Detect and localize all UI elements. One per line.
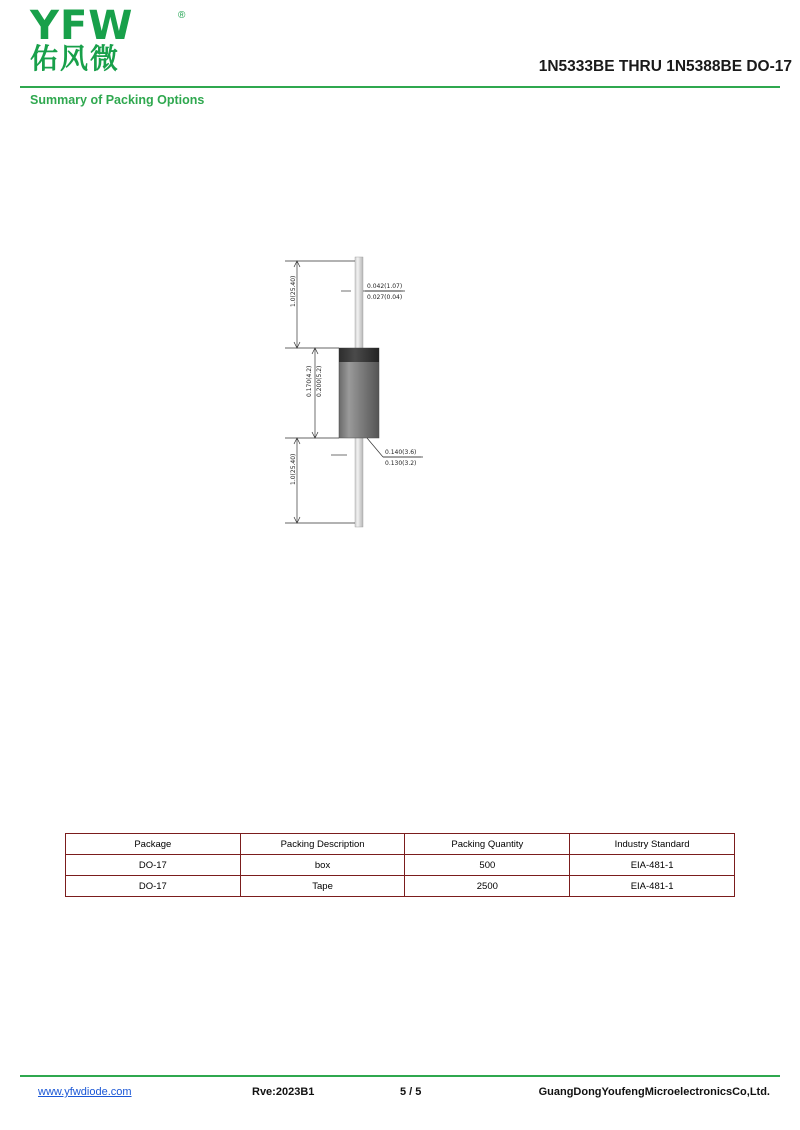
dim-body-dia-max: 0.140(3.6) [385, 449, 417, 456]
company-logo [30, 3, 220, 80]
page-header [0, 0, 800, 107]
cell-packing-quantity: 500 [405, 855, 570, 876]
page-footer [0, 1082, 800, 1112]
dim-lead-dia-max: 0.042(1.07) [367, 283, 403, 290]
footer-divider [20, 1075, 780, 1077]
company-name: GuangDongYoufengMicroelectronicsCo,Ltd. [538, 1086, 770, 1098]
cell-package: DO-17 [66, 855, 241, 876]
cell-industry-standard: EIA-481-1 [570, 855, 735, 876]
cell-packing-description: box [240, 855, 405, 876]
package-outline-drawing [255, 245, 555, 545]
column-header-package: Package [66, 834, 241, 855]
header-divider [20, 86, 780, 88]
cell-packing-description: Tape [240, 876, 405, 897]
dim-body-length-min: 0.200(5.2) [316, 365, 323, 397]
page-number: 5 / 5 [400, 1086, 422, 1098]
page-title: 1N5333BE THRU 1N5388BE DO-17 [538, 58, 792, 75]
website-link[interactable]: www.yfwdiode.com [38, 1086, 132, 1098]
column-header-packing-description: Packing Description [240, 834, 405, 855]
logo-latin-text: YFW [30, 3, 134, 49]
column-header-packing-quantity: Packing Quantity [405, 834, 570, 855]
dim-body-length-max: 0.170(4.2) [306, 365, 313, 397]
column-header-industry-standard: Industry Standard [570, 834, 735, 855]
revision-text: Rve:2023B1 [252, 1086, 315, 1098]
table-row [66, 855, 735, 876]
cathode-band [339, 348, 379, 362]
logo-chinese-text: 佑风微 [30, 42, 121, 75]
cell-packing-quantity: 2500 [405, 876, 570, 897]
table-header-row [66, 834, 735, 855]
table-row [66, 876, 735, 897]
registered-trademark-icon: ® [178, 10, 186, 21]
dim-bottom-lead-length: 1.0(25.40) [290, 453, 297, 485]
cell-industry-standard: EIA-481-1 [570, 876, 735, 897]
cell-package: DO-17 [66, 876, 241, 897]
dim-top-lead-length: 1.0(25.40) [290, 275, 297, 307]
section-title: Summary of Packing Options [30, 93, 205, 107]
dim-body-dia-min: 0.130(3.2) [385, 460, 417, 467]
dim-lead-dia-min: 0.027(0.04) [367, 294, 403, 301]
packing-options-table [65, 833, 735, 897]
